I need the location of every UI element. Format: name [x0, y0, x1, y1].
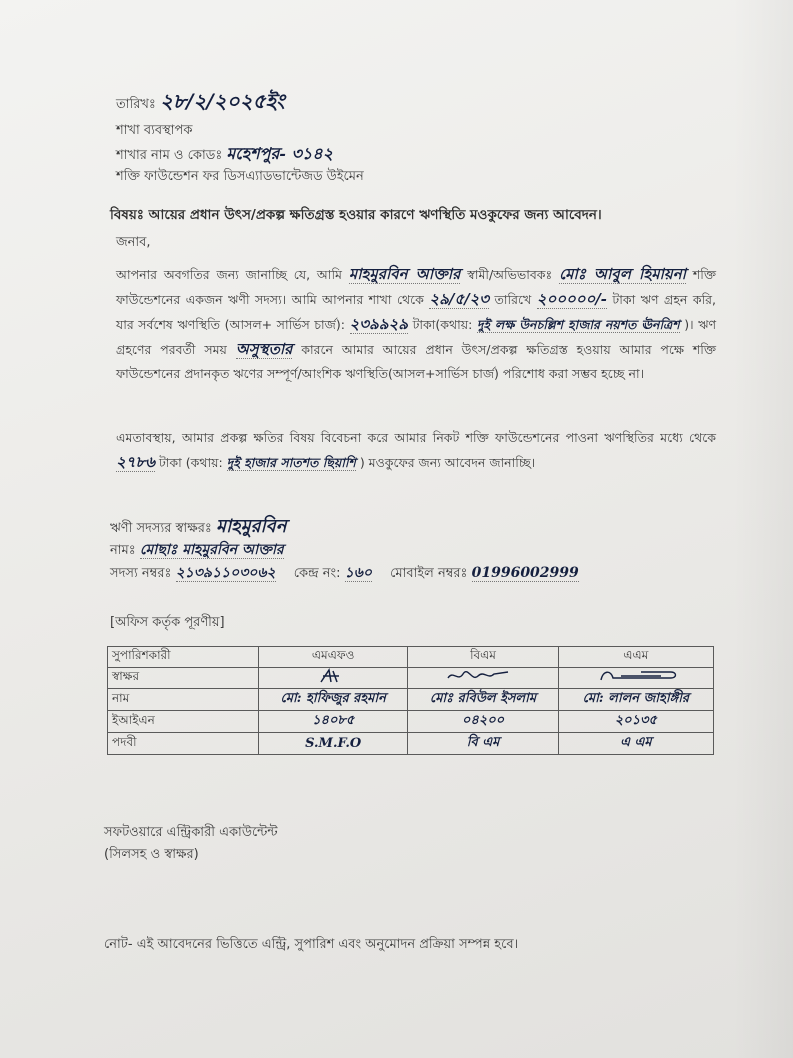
- guardian-handwritten: মোঃ আবুল হিমায়না: [559, 265, 687, 283]
- branch-value: মহেশপুর- ৩১৪২: [226, 144, 334, 163]
- para1-text-4: তারিখে: [494, 292, 532, 307]
- table-row: [108, 733, 714, 755]
- salutation: জনাব,: [116, 235, 151, 250]
- para2-text-2: টাকা (কথায়:: [158, 455, 223, 470]
- software-accountant-seal-note: (সিলসহ ও স্বাক্ষর): [104, 847, 199, 862]
- center-number: ১৬০: [344, 565, 372, 581]
- mfo-name: মো: হাফিজুর রহমান: [259, 689, 408, 711]
- signature-scribble-icon: [581, 668, 691, 684]
- subject-line: বিষয়ঃ আয়ের প্রধান উৎস/প্রকল্প ক্ষতিগ্রস্ত হওয়ার কারণে ঋণস্থিতি মওকুফের জন্য আবেদন।: [110, 207, 602, 223]
- table-header-cell: বিএম: [408, 647, 558, 668]
- para1-text-3: শক্তি ফাউন্ডেশনের একজন ঋণী সদস্য। আমি আপনার শাখা থেকে: [116, 267, 717, 307]
- table-row: [108, 668, 714, 689]
- am-signature: [558, 668, 713, 689]
- body-paragraph-1: [116, 262, 716, 386]
- software-accountant-label: সফটওয়ারে এন্ট্রিকারী একাউন্টেন্ট: [104, 825, 278, 840]
- reason-handwritten: অসুস্থতার: [235, 340, 293, 358]
- date-line: [116, 89, 285, 114]
- body-paragraph-2: [116, 426, 716, 475]
- loan-date-handwritten: ২৯/৫/২৩: [429, 290, 490, 308]
- member-number-label: সদস্য নম্বরঃ: [110, 566, 172, 581]
- member-signature-label: ঋণী সদস্যর স্বাক্ষরঃ: [110, 521, 212, 536]
- row-label: পদবী: [108, 733, 259, 755]
- signature-scribble-icon: [303, 668, 363, 684]
- organization-name: শক্তি ফাউন্ডেশন ফর ডিসএ্যাডভান্টেজড উইমেন: [116, 169, 364, 184]
- bm-designation: বি এম: [408, 733, 558, 755]
- member-name: মোছাঃ মাহমুরবিন আক্তার: [139, 542, 284, 558]
- member-signature: মাহমুরবিন: [215, 516, 287, 537]
- waive-words-handwritten: দুই হাজার সাতশত ছিয়াশি: [226, 455, 356, 470]
- table-header-cell: এমএফও: [259, 647, 408, 668]
- date-value: ২৮/২/২০২৫ইং: [160, 89, 285, 113]
- para2-text-1: এমতাবস্থায়, আমার প্রকল্প ক্ষতির বিষয় বিবেচনা করে আমার নিকট শক্তি ফাউন্ডেশনের পাওনা ঋণস্থিতির মধ্যে থেকে: [116, 430, 716, 445]
- loan-amount-handwritten: ২০০০০০/-: [536, 290, 607, 308]
- mobile-number: 01996002999: [471, 565, 579, 581]
- bm-ein: ০৪২০০: [408, 711, 558, 733]
- recommendation-table: [107, 646, 714, 755]
- bm-signature: [408, 668, 558, 689]
- addressee: শাখা ব্যবস্থাপক: [116, 123, 193, 138]
- bm-name: মোঃ রবিউল ইসলাম: [408, 689, 558, 711]
- para1-text-7: )। ঋণ গ্রহণের পরবর্তী সময়: [116, 317, 717, 357]
- waive-amount-handwritten: ২৭৮৬: [116, 453, 155, 471]
- para1-text-5: টাকা ঋণ গ্রহন করি, যার সর্বশেষ ঋণস্থিতি (আসল+ সার্ভিস চার্জ):: [116, 292, 717, 332]
- para1-text-2: স্বামী/অভিভাবকঃ: [467, 267, 553, 282]
- branch-line: [116, 145, 333, 165]
- member-number-line: [110, 564, 579, 583]
- row-label: ইআইএন: [108, 711, 259, 733]
- para1-text-8: কারনে আমার আয়ের প্রধান উৎস/প্রকল্প ক্ষতিগ্রস্ত হওয়ায় আমার পক্ষে শক্তি ফাউন্ডেশনের প্রদানকৃত ঋণের সম্পূর্ণ/আংশিক ঋণস্থিতি(আসল+সার্ভিস চার্জ) পরিশোধ করা সম্ভব হচ্ছে না।: [116, 342, 716, 381]
- signature-scribble-icon: [438, 668, 528, 684]
- para1-text-6: টাকা(কথায়:: [412, 317, 473, 332]
- row-label: স্বাক্ষর: [108, 668, 259, 689]
- balance-words-handwritten: দুই লক্ষ উনচল্লিশ হাজার নয়শত ঊনত্রিশ: [476, 317, 680, 332]
- mfo-designation: S.M.F.O: [259, 733, 408, 755]
- mfo-ein: ১৪০৮৫: [259, 711, 408, 733]
- member-name-label: নামঃ: [110, 543, 136, 558]
- am-designation: এ এম: [558, 733, 713, 755]
- center-label: কেন্দ্র নং:: [293, 566, 341, 581]
- table-header-row: [108, 647, 714, 668]
- footer-note: নোট- এই আবেদনের ভিত্তিতে এন্ট্রি, সুপারিশ এবং অনুমোদন প্রক্রিয়া সম্পন্ন হবে।: [104, 937, 519, 952]
- am-ein: ২০১৩৫: [558, 711, 713, 733]
- table-row: [108, 689, 714, 711]
- am-name: মো: লালন জাহাঙ্গীর: [558, 689, 713, 711]
- mfo-signature: [259, 668, 408, 689]
- table-row: [108, 711, 714, 733]
- table-header-cell: সুপারিশকারী: [108, 647, 259, 668]
- branch-label: শাখার নাম ও কোডঃ: [116, 148, 223, 163]
- member-name-handwritten: মাহমুরবিন আক্তার: [348, 265, 461, 283]
- date-label: তারিখঃ: [116, 97, 156, 112]
- balance-handwritten: ২৩৯৯২৯: [349, 315, 408, 333]
- mobile-label: মোবাইল নম্বরঃ: [390, 566, 468, 581]
- office-use-label: [অফিস কর্তৃক পূরণীয়]: [110, 615, 225, 630]
- member-number: ২১৩৯১১০৩০৬২: [175, 565, 276, 581]
- para1-text-1: আপনার অবগতির জন্য জানাচ্ছি যে, আমি: [116, 267, 342, 282]
- page-edge-shadow: [733, 0, 793, 1058]
- para2-text-3: ) মওকুফের জন্য আবেদন জানাচ্ছি।: [359, 455, 536, 470]
- member-signature-line: [110, 518, 286, 538]
- member-name-line: [110, 541, 284, 560]
- row-label: নাম: [108, 689, 259, 711]
- table-header-cell: এএম: [558, 647, 713, 668]
